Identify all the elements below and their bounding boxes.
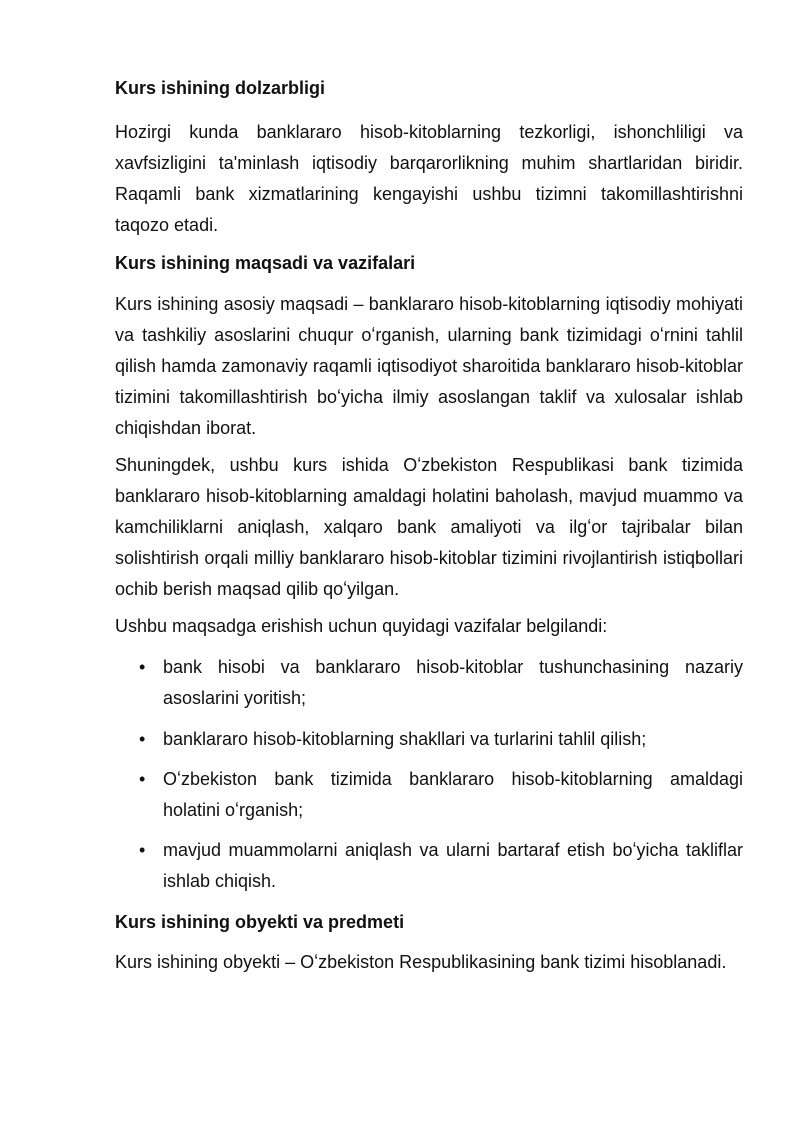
task-text: mavjud muammolarni aniqlash va ularni bartaraf etish boʻyicha takliflar ishlab chiqish.: [163, 840, 743, 891]
task-text: banklararo hisob-kitoblarning shakllari va turlarini tahlil qilish;: [163, 729, 647, 749]
task-text: Oʻzbekiston bank tizimida banklararo hisob-kitoblarning amaldagi holatini oʻrganish;: [163, 769, 743, 820]
section-heading-object: Kurs ishining obyekti va predmeti: [115, 912, 405, 932]
section-heading-goals: Kurs ishining maqsadi va vazifalari: [115, 253, 416, 273]
paragraph-goals-additional: Shuningdek, ushbu kurs ishida Oʻzbekiston Respublikasi bank tizimida banklararo hisob-kitoblarning amaldagi holatini baholash, mavjud muammo va kamchiliklarni aniqlash, xalqaro bank amaliyoti va ilgʻor tajribalar bilan solishtirish orqali milliy banklararo hisob-kitoblar tizimini rivojlantirish istiqbollari ochib berish maqsad qilib qoʻyilgan.: [115, 455, 743, 599]
paragraph-relevance: Hozirgi kunda banklararo hisob-kitoblarning tezkorligi, ishonchliligi va xavfsizligini ta'minlash iqtisodiy barqarorlikning muhim shartlaridan biridir. Raqamli bank xizmatlarining kengayishi ushbu tizimni takomillashtirishni taqozo etadi.: [115, 122, 743, 235]
bullet-icon: •: [139, 769, 146, 789]
section-heading-relevance: Kurs ishining dolzarbligi: [115, 78, 326, 98]
bullet-icon: •: [139, 657, 146, 677]
paragraph-tasks-intro: Ushbu maqsadga erishish uchun quyidagi vazifalar belgilandi:: [115, 616, 608, 636]
bullet-icon: •: [139, 840, 146, 860]
task-text: bank hisobi va banklararo hisob-kitoblar tushunchasining nazariy asoslarini yoritish;: [163, 657, 743, 708]
paragraph-object: Kurs ishining obyekti – Oʻzbekiston Respublikasining bank tizimi hisoblanadi.: [115, 952, 727, 972]
paragraph-goals-main: Kurs ishining asosiy maqsadi – banklararo hisob-kitoblarning iqtisodiy mohiyati va tashkiliy asoslarini chuqur oʻrganish, ularning bank tizimidagi oʻrnini tahlil qilish hamda zamonaviy raqamli iqtisodiyot sharoitida banklararo hisob-kitoblar tizimini takomillashtirish boʻyicha ilmiy asoslangan taklif va xulosalar ishlab chiqishdan iborat.: [115, 294, 743, 438]
bullet-icon: •: [139, 729, 146, 749]
